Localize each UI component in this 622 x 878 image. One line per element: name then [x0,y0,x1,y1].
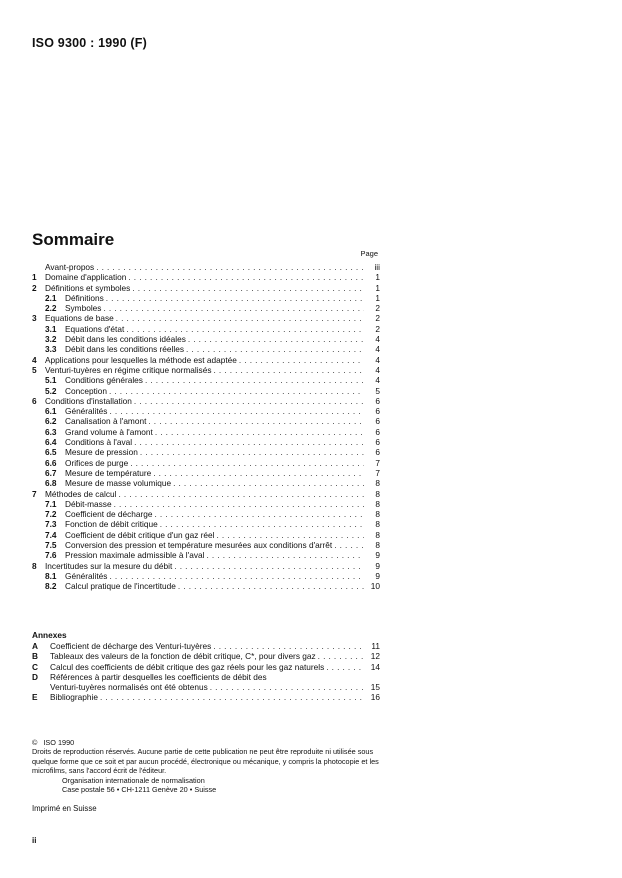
toc-entry-title: Equations de base [45,313,114,324]
toc-entry[interactable] [32,581,380,591]
annex-title-continuation: Venturi-tuyères normalisés ont été obtenus [50,682,208,693]
toc-entry-number: 7 [32,488,37,499]
toc-entry-title: Définitions [65,292,104,303]
toc-entry[interactable] [32,437,380,447]
dot-leader [145,375,364,385]
toc-entry[interactable] [32,272,380,282]
toc-entry-number: 1 [32,272,37,283]
toc-entry-title: Conditions d'installation [45,395,132,406]
toc-entry-title: Applications pour lesquelles la méthode est adaptée [45,354,237,365]
toc-entry[interactable] [32,489,380,499]
toc-entry-title: Grand volume à l'amont [65,426,153,437]
annex-title: Références à partir desquelles les coefficients de débit des [50,671,267,682]
annexes-heading: Annexes [32,630,67,640]
toc-entry[interactable] [32,427,380,437]
toc-entry[interactable] [32,262,380,272]
toc-entry-number: 6.7 [45,467,57,478]
dot-leader [134,396,364,406]
annex-entry[interactable] [32,651,380,661]
toc-entry-page: 8 [375,529,380,540]
annex-page: 12 [370,651,380,662]
annex-letter: C [32,661,38,672]
dot-leader [318,651,364,661]
toc-entry[interactable] [32,313,380,323]
dot-leader [103,303,364,313]
dot-leader [114,499,364,509]
copyright-symbol: © [32,738,38,747]
toc-entry-page: 9 [375,570,380,581]
dot-leader [178,581,364,591]
toc-entry[interactable] [32,550,380,560]
toc-entry-title: Equations d'état [65,323,125,334]
toc-entry-number: 8.1 [45,570,57,581]
toc-entry-title: Méthodes de calcul [45,488,117,499]
toc-entry-number: 5.1 [45,375,57,386]
toc-entry-page: 6 [375,395,380,406]
dot-leader [132,283,364,293]
dot-leader [334,540,364,550]
document-id: ISO 9300 : 1990 (F) [32,36,147,50]
toc-entry-title: Venturi-tuyères en régime critique normalisés [45,364,212,375]
toc-entry[interactable] [32,293,380,303]
dot-leader [109,571,364,581]
toc-entry-number: 7.3 [45,519,57,530]
dot-leader [126,324,364,334]
toc-entry[interactable] [32,283,380,293]
toc-entry[interactable] [32,406,380,416]
toc-entry-page: 4 [375,364,380,375]
dot-leader [109,406,364,416]
organisation-address: Case postale 56 • CH-1211 Genève 20 • Suisse [62,785,217,795]
dot-leader [206,550,364,560]
toc-entry-page: 7 [375,467,380,478]
toc-entry[interactable] [32,571,380,581]
toc-entry-number: 3.3 [45,344,57,355]
toc-entry-title: Débit dans les conditions réelles [65,344,184,355]
annex-page: 11 [371,641,380,651]
toc-entry[interactable] [32,468,380,478]
toc-entry-page: 9 [375,550,380,561]
toc-entry-page: 6 [375,426,380,437]
toc-entry-title: Conditions générales [65,375,143,386]
toc-entry-page: 6 [375,447,380,458]
annexes-list [32,641,380,703]
page-number: ii [32,836,37,845]
toc-entry-title: Généralités [65,406,108,417]
toc-entry[interactable] [32,344,380,354]
toc-entry[interactable] [32,561,380,571]
annex-letter: B [32,651,38,662]
annex-title: Bibliographie [50,692,98,703]
toc-entry-title: Calcul pratique de l'incertitude [65,581,176,592]
annex-entry[interactable] [32,641,380,651]
toc-entry-title: Coefficient de décharge [65,509,153,520]
toc-entry-number: 7.2 [45,509,57,520]
toc-entry[interactable] [32,386,380,396]
dot-leader [148,416,364,426]
toc-entry-page: 1 [375,272,380,283]
toc-entry[interactable] [32,530,380,540]
toc-entry-page: 4 [375,334,380,345]
toc-entry-page: 4 [375,375,380,386]
dot-leader [213,365,364,375]
toc-entry-number: 2.2 [45,303,57,314]
dot-leader [96,262,364,272]
toc-entry-page: 6 [375,416,380,427]
toc-entry-number: 3.2 [45,334,57,345]
toc-entry-page: 5 [375,385,380,396]
toc-entry-number: 7.1 [45,498,57,509]
toc-entry-page: 8 [375,488,380,499]
toc-entry-page: 6 [375,437,380,448]
toc-entry[interactable] [32,509,380,519]
toc-entry-page: 7 [375,457,380,468]
toc-entry[interactable] [32,375,380,385]
dot-leader [210,682,364,692]
dot-leader [239,355,364,365]
annex-page: 16 [370,692,380,703]
dot-leader [119,489,365,499]
toc-entry-title: Définitions et symboles [45,282,131,293]
toc-entry-title: Pression maximale admissible à l'aval [65,550,205,561]
toc-entry[interactable] [32,334,380,344]
annex-entry[interactable] [32,662,380,672]
toc-entry-number: 6.1 [45,406,57,417]
toc-entry-title: Conception [65,385,107,396]
toc-entry-number: 7.4 [45,529,57,540]
toc-entry-title: Avant-propos [45,262,95,272]
table-of-contents [32,262,380,592]
dot-leader [116,313,364,323]
dot-leader [188,334,364,344]
dot-leader [173,478,364,488]
page-column-label: Page [360,249,378,258]
toc-entry-number: 6.8 [45,478,57,489]
copyright-line [32,738,380,747]
dot-leader [106,293,364,303]
toc-entry-page: 8 [375,519,380,530]
dot-leader [109,386,364,396]
toc-entry-page: 9 [375,560,380,571]
toc-entry-page: 8 [375,498,380,509]
toc-entry-title: Canalisation à l'amont [65,416,147,427]
toc-entry-page: 2 [375,313,380,324]
dot-leader [155,427,364,437]
toc-entry-page: 8 [375,540,380,551]
dot-leader [128,272,364,282]
toc-entry-page: 1 [375,282,380,293]
toc-entry-number: 5 [32,364,37,375]
toc-entry-title: Mesure de pression [65,447,138,458]
annex-title: Tableaux des valeurs de la fonction de débit critique, C*, pour divers gaz [50,651,316,662]
toc-entry-number: 8.2 [45,581,57,592]
dot-leader [134,437,364,447]
dot-leader [155,509,365,519]
toc-entry-number: 6.4 [45,437,57,448]
annex-entry-continuation[interactable] [32,682,380,692]
dot-leader [217,530,365,540]
toc-entry[interactable] [32,416,380,426]
toc-entry-number: 2.1 [45,292,57,303]
copyright-block [32,738,380,794]
toc-entry-page: 2 [375,303,380,314]
toc-entry[interactable] [32,355,380,365]
toc-entry-number: 4 [32,354,37,365]
toc-entry-number: 6 [32,395,37,406]
toc-entry-title: Conditions à l'aval [65,437,133,448]
toc-entry[interactable] [32,365,380,375]
toc-entry-page: 6 [375,406,380,417]
toc-entry[interactable] [32,458,380,468]
toc-entry[interactable] [32,303,380,313]
toc-entry-page: 4 [375,354,380,365]
dot-leader [153,468,364,478]
toc-entry[interactable] [32,540,380,550]
toc-entry-number: 6.6 [45,457,57,468]
dot-leader [326,662,364,672]
toc-entry-page: 2 [375,323,380,334]
toc-entry-page: 4 [375,344,380,355]
toc-entry[interactable] [32,499,380,509]
toc-entry-page: 1 [375,292,380,303]
toc-entry-number: 5.2 [45,385,57,396]
organisation-name: Organisation internationale de normalisation [62,775,205,785]
toc-entry-page: 8 [375,509,380,520]
printed-in: Imprimé en Suisse [32,804,97,813]
toc-entry[interactable] [32,396,380,406]
toc-entry[interactable] [32,478,380,488]
toc-entry-number: 3.1 [45,323,57,334]
toc-entry-page: iii [374,262,380,272]
annex-letter: D [32,671,38,682]
toc-entry-title: Mesure de température [65,467,152,478]
toc-entry-title: Débit dans les conditions idéales [65,334,186,345]
toc-entry-number: 6.5 [45,447,57,458]
dot-leader [130,458,364,468]
annex-page: 15 [370,682,380,693]
toc-entry-title: Domaine d'application [45,272,127,283]
toc-entry-title: Coefficient de débit critique d'un gaz réel [65,529,215,540]
dot-leader [100,692,364,702]
toc-entry[interactable] [32,324,380,334]
toc-entry-title: Conversion des pression et température mesurées aux conditions d'arrêt [65,540,333,551]
toc-entry-number: 8 [32,560,37,571]
annex-letter: A [32,641,38,651]
annex-title: Calcul des coefficients de débit critique des gaz réels pour les gaz naturels [50,661,325,672]
annex-letter: E [32,692,38,703]
rights-statement: Droits de reproduction réservés. Aucune partie de cette publication ne peut être reproduite ni utilisée sous quelque forme que ce soit et par aucun procédé, électronique ou mécanique, y compris la photocopie et les microfilms, sans l'accord écrit de l'éditeur. [32,747,379,776]
annex-page: 14 [370,661,380,672]
dot-leader [160,519,364,529]
toc-entry-number: 6.3 [45,426,57,437]
dot-leader [174,561,364,571]
toc-entry-title: Mesure de masse volumique [65,478,172,489]
annex-entry[interactable] [32,672,380,682]
toc-entry-number: 6.2 [45,416,57,427]
dot-leader [213,641,364,651]
annex-entry[interactable] [32,692,380,702]
dot-leader [186,344,364,354]
toc-entry-number: 2 [32,282,37,293]
toc-entry-title: Symboles [65,303,102,314]
toc-entry[interactable] [32,447,380,457]
toc-entry-number: 3 [32,313,37,324]
dot-leader [140,447,364,457]
toc-entry-title: Orifices de purge [65,457,129,468]
toc-entry-title: Incertitudes sur la mesure du débit [45,560,173,571]
page-title: Sommaire [32,230,115,249]
annex-title: Coefficient de décharge des Venturi-tuyères [50,641,212,651]
toc-entry-page: 10 [370,581,380,592]
toc-entry[interactable] [32,519,380,529]
copyright-text: ISO 1990 [43,738,75,747]
toc-entry-page: 8 [375,478,380,489]
toc-entry-title: Débit-masse [65,498,112,509]
toc-entry-title: Généralités [65,570,108,581]
toc-entry-title: Fonction de débit critique [65,519,158,530]
toc-entry-number: 7.5 [45,540,57,551]
toc-entry-number: 7.6 [45,550,57,561]
